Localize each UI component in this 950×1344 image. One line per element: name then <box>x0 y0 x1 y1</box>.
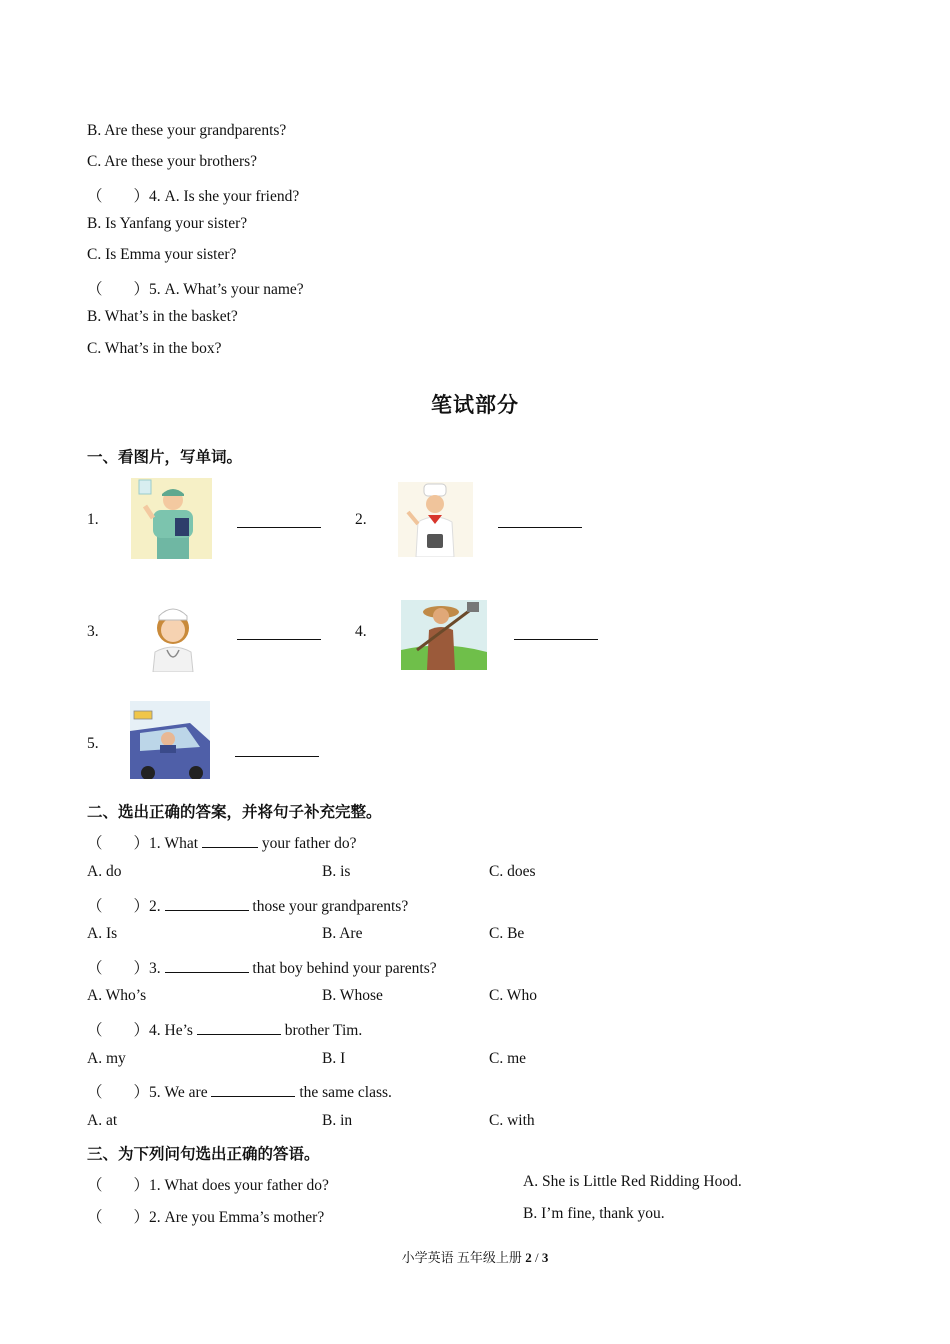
match-question: （ ）1. What does your father do? <box>87 1177 329 1194</box>
section-heading-3: 三、为下列问句选出正确的答语。 <box>87 1146 320 1163</box>
option-c[interactable]: C. me <box>489 1050 527 1067</box>
answer-bracket[interactable]: （ ） <box>87 1177 150 1194</box>
item-number: 2. <box>355 511 367 528</box>
option-b[interactable]: B. Are <box>322 925 363 942</box>
answer-blank[interactable] <box>235 740 319 762</box>
answer-bracket[interactable]: （ ） <box>87 1209 150 1226</box>
option-a[interactable]: A. Is <box>87 925 118 942</box>
question-line: （ ）2. those your grandparents? <box>87 894 408 916</box>
match-answer: B. I’m fine, thank you. <box>523 1205 665 1222</box>
written-part-title: 笔试部分 <box>431 393 519 417</box>
option-line: B. Is Yanfang your sister? <box>87 215 248 232</box>
cook-picture <box>398 482 473 557</box>
answer-blank[interactable] <box>237 623 321 645</box>
nurse-picture <box>143 594 203 672</box>
match-question: （ ）2. Are you Emma’s mother? <box>87 1209 325 1226</box>
match-answer: A. She is Little Red Ridding Hood. <box>523 1173 742 1190</box>
option-b[interactable]: B. Whose <box>322 987 383 1004</box>
answer-blank[interactable] <box>237 511 321 533</box>
fill-blank[interactable] <box>165 956 249 973</box>
footer-label: 小学英语 五年级上册 <box>401 1250 522 1265</box>
page-total: 3 <box>541 1250 549 1265</box>
fill-blank[interactable] <box>211 1080 295 1097</box>
question-line: （ ）4. He’s brother Tim. <box>87 1018 362 1040</box>
fill-blank[interactable] <box>197 1018 281 1035</box>
item-number: 4. <box>355 623 367 640</box>
option-a[interactable]: A. my <box>87 1050 126 1067</box>
option-c[interactable]: C. Be <box>489 925 525 942</box>
page-footer: 小学英语 五年级上册 2 / 3 <box>401 1250 549 1265</box>
option-line: B. What’s in the basket? <box>87 308 238 325</box>
farmer-picture <box>401 600 487 670</box>
answer-blank[interactable] <box>514 623 598 645</box>
answer-bracket[interactable]: （ ） <box>87 1084 150 1101</box>
answer-blank[interactable] <box>498 511 582 533</box>
answer-bracket[interactable]: （ ） <box>87 835 150 852</box>
taxi-driver-picture <box>130 701 210 779</box>
option-b[interactable]: B. is <box>322 863 351 880</box>
option-b[interactable]: B. in <box>322 1112 353 1129</box>
item-number: 1. <box>87 511 99 528</box>
option-a[interactable]: A. Who’s <box>87 987 147 1004</box>
option-c[interactable]: C. does <box>489 863 536 880</box>
option-a[interactable]: A. do <box>87 863 122 880</box>
option-a[interactable]: A. at <box>87 1112 118 1129</box>
option-c[interactable]: C. Who <box>489 987 537 1004</box>
question-line: （ ）5. We are the same class. <box>87 1080 392 1102</box>
answer-bracket[interactable]: （ ） <box>87 960 150 977</box>
option-b[interactable]: B. I <box>322 1050 346 1067</box>
answer-bracket[interactable]: （ ） <box>87 1022 150 1039</box>
question-line: （ ）3. that boy behind your parents? <box>87 956 437 978</box>
section-heading-1: 一、看图片，写单词。 <box>87 449 243 466</box>
item-number: 3. <box>87 623 99 640</box>
question-line: （ ）4. A. Is she your friend? <box>87 188 300 205</box>
item-number: 5. <box>87 735 99 752</box>
fill-blank[interactable] <box>202 831 258 848</box>
option-c[interactable]: C. with <box>489 1112 535 1129</box>
option-line: C. What’s in the box? <box>87 340 222 357</box>
answer-bracket[interactable]: （ ） <box>87 898 150 915</box>
question-line: （ ）1. What your father do? <box>87 831 357 853</box>
option-line: B. Are these your grandparents? <box>87 122 287 139</box>
fill-blank[interactable] <box>165 894 249 911</box>
question-line: （ ）5. A. What’s your name? <box>87 281 304 298</box>
option-line: C. Is Emma your sister? <box>87 246 237 263</box>
doctor-picture <box>131 478 212 559</box>
option-line: C. Are these your brothers? <box>87 153 258 170</box>
section-heading-2: 二、选出正确的答案，并将句子补充完整。 <box>87 804 382 821</box>
page-number: 2 <box>525 1250 532 1265</box>
